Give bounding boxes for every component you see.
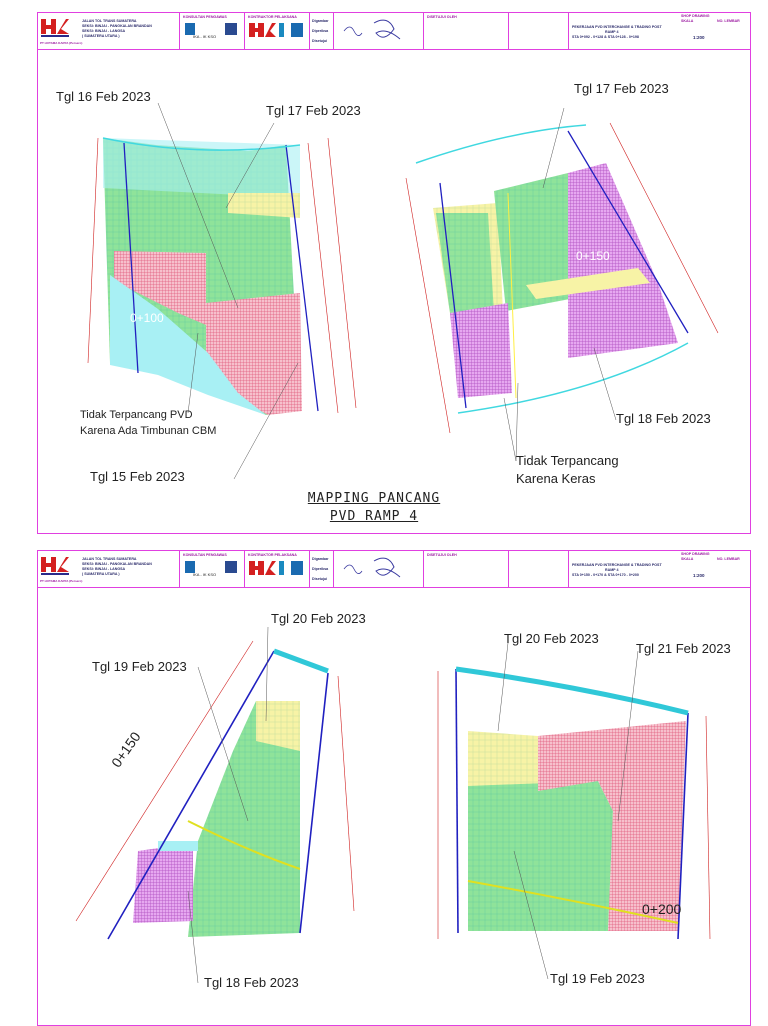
sheet-no-label: NO. LEMBAR (717, 557, 740, 561)
map-title-line-2: PVD RAMP 4 (329, 509, 419, 524)
label-tgl-15-feb: Tgl 15 Feb 2023 (90, 469, 185, 484)
drawing-sub: RAMP 4 (605, 30, 619, 34)
consultant-label: KONSULTAN PENGAWAS (183, 553, 227, 557)
dimension-line (328, 138, 356, 408)
right-plan-area-2 (438, 643, 710, 979)
left-plan-area (88, 103, 356, 479)
sign-label-checked: Diperiksa (312, 29, 329, 33)
label-tgl-20-feb-right: Tgl 20 Feb 2023 (504, 631, 599, 646)
scale-value: 1:200 (693, 573, 705, 578)
project-line-3: SEKSI: BINJAI - LANGSA (82, 29, 126, 33)
label-tgl-19-feb-right: Tgl 19 Feb 2023 (550, 971, 645, 986)
label-tgl-17-feb-left: Tgl 17 Feb 2023 (266, 103, 361, 118)
dimension-line (706, 716, 710, 939)
sign-label-approved: Disetujui (312, 39, 328, 43)
sta-label-right: 0+200 (642, 901, 682, 917)
project-line-1: JALAN TOL TRANS SUMATERA (82, 557, 137, 561)
drawing-sheet-1 (37, 12, 751, 534)
note-keras-line-1: Tidak Terpancang (516, 453, 619, 468)
approval-label: DISETUJUI OLEH (427, 553, 457, 557)
zone-green-19feb (468, 781, 613, 931)
zone-magenta-18feb (133, 843, 193, 923)
dimension-line (338, 676, 354, 911)
sta-line: STA 0+092 - 0+128 & STA 0+128 - 0+198 (572, 35, 639, 39)
sta-label-right: 0+150 (576, 249, 610, 263)
drawing-kind: SHOP DRAWING (681, 14, 710, 18)
zone-cyan-top (103, 138, 300, 198)
label-tgl-16-feb: Tgl 16 Feb 2023 (56, 89, 151, 104)
project-line-3: SEKSI: BINJAI - LANGSA (82, 567, 126, 571)
consultant-label: KONSULTAN PENGAWAS (183, 15, 227, 19)
sheet-no-label: NO. LEMBAR (717, 19, 740, 23)
dimension-line (308, 143, 338, 413)
label-tgl-18-feb: Tgl 18 Feb 2023 (204, 975, 299, 990)
project-line-1: JALAN TOL TRANS SUMATERA (82, 19, 137, 23)
contractor-label: KONTRAKTOR PELAKSANA (248, 15, 297, 19)
approval-label: DISETUJUI OLEH (427, 15, 457, 19)
sta-label-left: 0+100 (130, 311, 164, 325)
right-plan-area (406, 108, 718, 461)
project-line-2: SEKSI: BINJAI - PANGKALAN BRANDAN (82, 24, 152, 28)
dimension-line (88, 138, 98, 363)
map-title-line-1: MAPPING PANCANG (307, 491, 441, 506)
note-cbm-line-1: Tidak Terpancang PVD (80, 409, 193, 421)
drawing-kind: SHOP DRAWING (681, 552, 710, 556)
left-plan-area-2 (76, 627, 354, 983)
drawing-sub: RAMP 4 (605, 568, 619, 572)
note-keras-line-2: Karena Keras (516, 471, 596, 486)
sign-label-drawn: Digambar (312, 557, 329, 561)
scale-value: 1:200 (693, 35, 705, 40)
svg-text:IKA - IK KSO: IKA - IK KSO (193, 34, 217, 39)
svg-text:IKA - IK KSO: IKA - IK KSO (193, 572, 217, 577)
sign-label-checked: Diperiksa (312, 567, 329, 571)
note-cbm-line-2: Karena Ada Timbunan CBM (80, 425, 217, 437)
zone-yellow-20feb (468, 731, 538, 791)
sta-line: STA 0+150 - 0+170 & STA 0+170 - 0+200 (572, 573, 639, 577)
drawing-title: PEKERJAAN PVD INTERCHANGE & TRADING POST (572, 25, 662, 29)
project-line-4: ( SUMATERA UTARA ) (82, 572, 120, 576)
scale-label: SKALA (681, 557, 694, 561)
company-name: PT HUTAMA KARYA (Persero) (40, 579, 83, 583)
sta-label-left: 0+150 (108, 728, 144, 771)
label-tgl-18-feb: Tgl 18 Feb 2023 (616, 411, 711, 426)
drawing-title: PEKERJAAN PVD INTERCHANGE & TRADING POST (572, 563, 662, 567)
project-line-4: ( SUMATERA UTARA ) (82, 34, 120, 38)
sign-label-approved: Disetujui (312, 577, 328, 581)
label-tgl-21-feb: Tgl 21 Feb 2023 (636, 641, 731, 656)
leader-keras (504, 398, 516, 461)
label-tgl-20-feb-left: Tgl 20 Feb 2023 (271, 611, 366, 626)
contractor-label: KONTRAKTOR PELAKSANA (248, 553, 297, 557)
scale-label: SKALA (681, 19, 694, 23)
drawing-sheet-2 (37, 550, 751, 1026)
company-name: PT HUTAMA KARYA (Persero) (40, 41, 83, 45)
label-tgl-17-feb-right: Tgl 17 Feb 2023 (574, 81, 669, 96)
sign-label-drawn: Digambar (312, 19, 329, 23)
ramp4-plan-sheet-2 (38, 551, 750, 1025)
project-line-2: SEKSI: BINJAI - PANGKALAN BRANDAN (82, 562, 152, 566)
label-tgl-19-feb-left: Tgl 19 Feb 2023 (92, 659, 187, 674)
